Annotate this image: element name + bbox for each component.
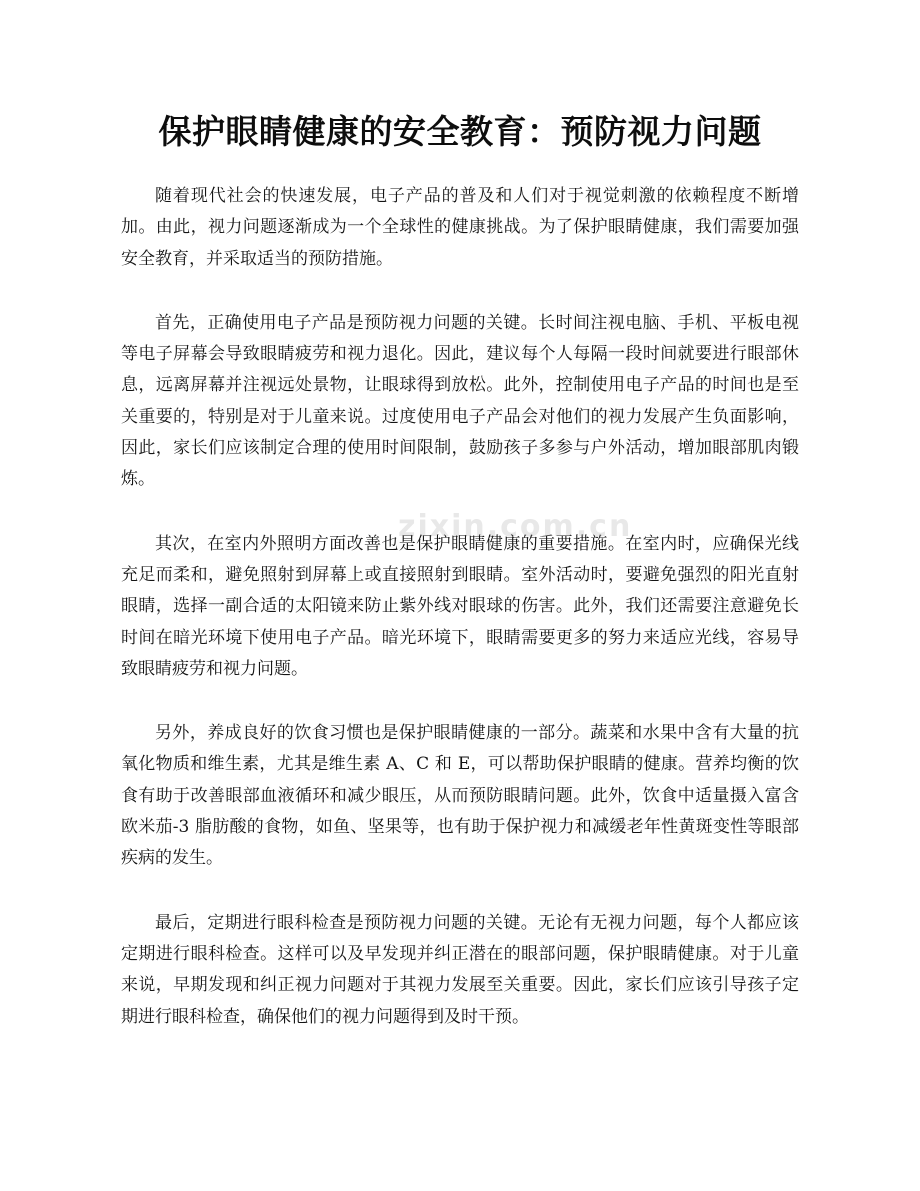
watermark: zixin.com.cn (398, 509, 633, 544)
paragraph-intro: 随着现代社会的快速发展，电子产品的普及和人们对于视觉刺激的依赖程度不断增加。由此，视力问题逐渐成为一个全球性的健康挑战。为了保护眼睛健康，我们需要加强安全教育，并采取适当的预防措施。 (121, 186, 799, 269)
paragraph-eye-exam: 最后，定期进行眼科检查是预防视力问题的关键。无论有无视力问题，每个人都应该定期进行眼科检查。这样可以及早发现并纠正潜在的眼部问题，保护眼睛健康。对于儿童来说，早期发现和纠正视力问题对于其视力发展至关重要。因此，家长们应该引导孩子定期进行眼科检查，确保他们的视力问题得到及时干预。 (121, 912, 799, 1027)
page-title: 保护眼睛健康的安全教育：预防视力问题 (158, 112, 762, 151)
document-body (121, 181, 799, 1066)
paragraph-electronics: 首先，正确使用电子产品是预防视力问题的关键。长时间注视电脑、手机、平板电视等电子屏幕会导致眼睛疲劳和视力退化。因此，建议每个人每隔一段时间就要进行眼部休息，远离屏幕并注视远处景物，让眼球得到放松。此外，控制使用电子产品的时间也是至关重要的，特别是对于儿童来说。过度使用电子产品会对他们的视力发展产生负面影响，因此，家长们应该制定合理的使用时间限制，鼓励孩子多参与户外活动，增加眼部肌肉锻炼。 (121, 312, 799, 490)
paragraph-lighting: 其次，在室内外照明方面改善也是保护眼睛健康的重要措施。在室内时，应确保光线充足而柔和，避免照射到屏幕上或直接照射到眼睛。室外活动时，要避免强烈的阳光直射眼睛，选择一副合适的太阳镜来防止紫外线对眼球的伤害。此外，我们还需要注意避免长时间在暗光环境下使用电子产品。暗光环境下，眼睛需要更多的努力来适应光线，容易导致眼睛疲劳和视力问题。 (121, 533, 799, 679)
paragraph-diet: 另外，养成良好的饮食习惯也是保护眼睛健康的一部分。蔬菜和水果中含有大量的抗氧化物质和维生素，尤其是维生素 A、C 和 E，可以帮助保护眼睛的健康。营养均衡的饮食有助于改善眼部血液循环和减少眼压，从而预防眼睛问题。此外，饮食中适量摄入富含欧米茄-3 脂肪酸的食物，如鱼、坚果等，也有助于保护视力和减缓老年性黄斑变性等眼部疾病的发生。 (121, 723, 799, 869)
